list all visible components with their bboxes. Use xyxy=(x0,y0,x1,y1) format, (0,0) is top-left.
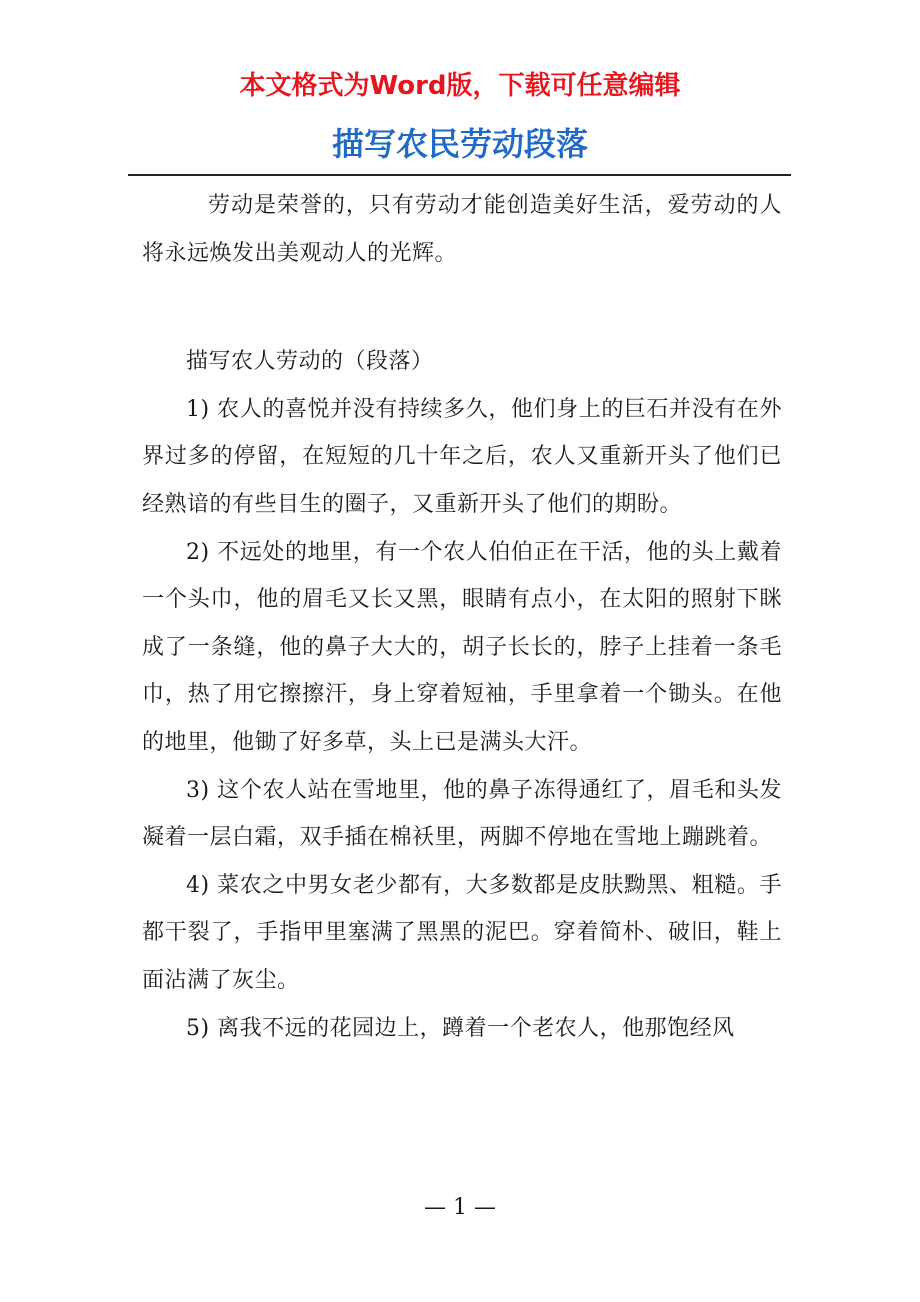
intro-paragraph: 劳动是荣誉的，只有劳动才能创造美好生活，爱劳动的人将永远焕发出美观动人的光辉。 xyxy=(142,193,782,266)
document-title: 描写农民劳动段落 xyxy=(331,125,588,163)
section-heading: 描写农人劳动的（段落） xyxy=(186,349,434,375)
paragraph-5: 5) 离我不远的花园边上，蹲着一个老农人，他那饱经风 xyxy=(186,1015,735,1041)
word-format-banner: 本文格式为Word版，下载可任意编辑 xyxy=(239,71,681,101)
paragraph-4: 4) 菜农之中男女老少都有，大多数都是皮肤黝黑、粗糙。手都干裂了，手指甲里塞满了黑黑的泥巴。穿着简朴、破旧，鞋上面沾满了灰尘。 xyxy=(142,872,782,993)
paragraph-2: 2) 不远处的地里，有一个农人伯伯正在干活，他的头上戴着一个头巾，他的眉毛又长又黑，眼睛有点小，在太阳的照射下眯成了一条缝，他的鼻子大大的，胡子长长的，脖子上挂着一条毛巾，热了用它擦擦汗，身上穿着短袖，手里拿着一个锄头。在他的地里，他锄了好多草，头上已是满头大汗。 xyxy=(142,539,782,755)
paragraph-spacer xyxy=(142,277,782,338)
paragraph-1: 1) 农人的喜悦并没有持续多久，他们身上的巨石并没有在外界过多的停留，在短短的几十年之后，农人又重新开头了他们已经熟谙的有些目生的圈子，又重新开头了他们的期盼。 xyxy=(142,396,782,517)
document-body xyxy=(142,182,782,1052)
page-number: — 1 — xyxy=(424,1195,496,1220)
title-divider xyxy=(128,174,791,176)
paragraph-3: 3) 这个农人站在雪地里，他的鼻子冻得通红了，眉毛和头发凝着一层白霜，双手插在棉袄里，两脚不停地在雪地上蹦跳着。 xyxy=(142,777,782,851)
